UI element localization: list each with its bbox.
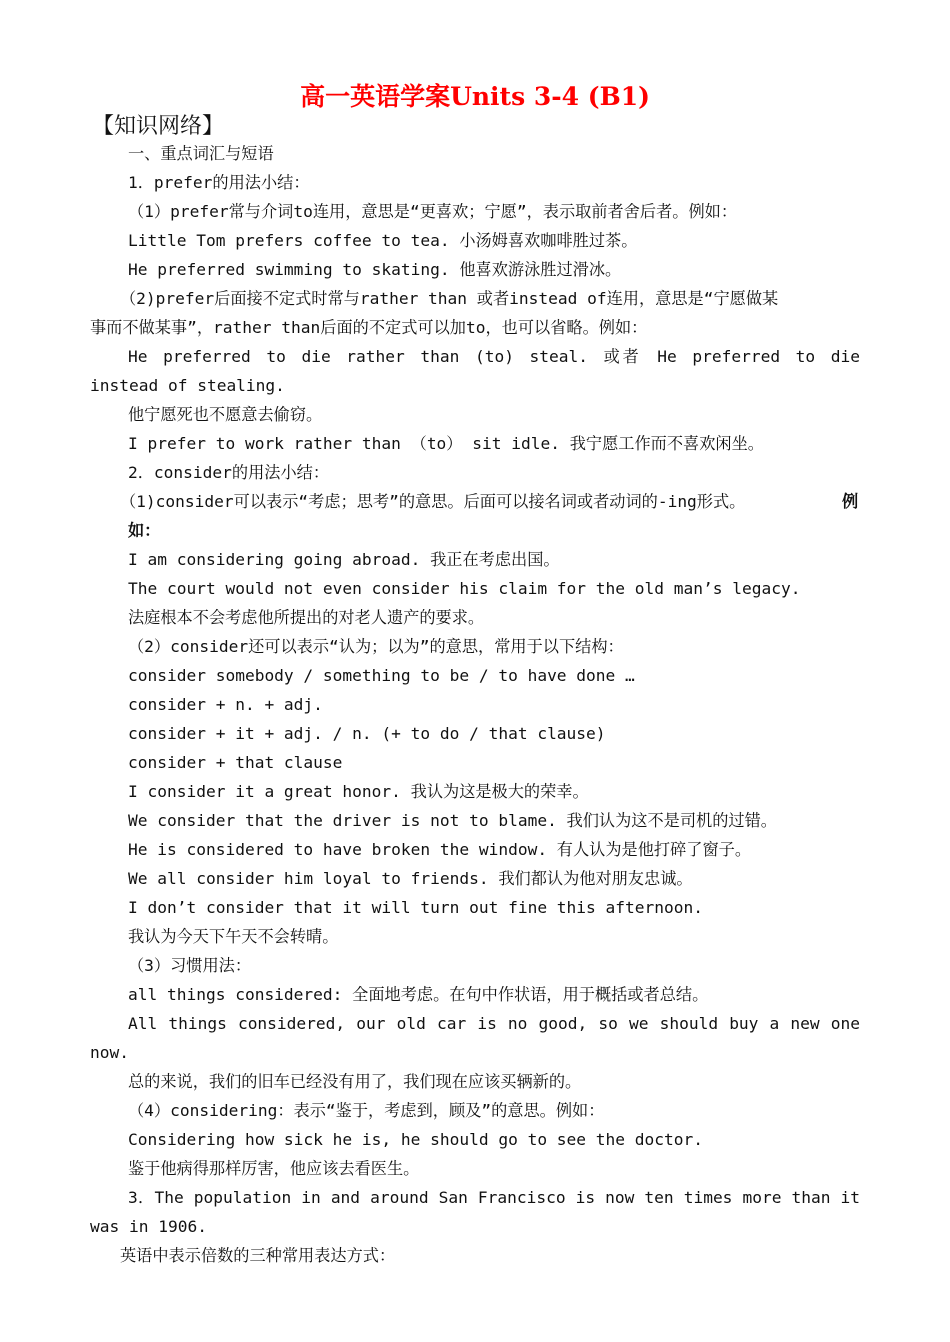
example-line: He preferred to die rather than (to) steal. 或者 He preferred to die: [128, 347, 860, 366]
subheading-vocabulary: 一、重点词汇与短语: [128, 144, 274, 163]
example-line: All things considered, our old car is no good, so we should buy a new one: [128, 1014, 860, 1033]
text-line-bold: 例: [842, 492, 859, 511]
example-line: instead of stealing.: [90, 376, 285, 395]
structure-line: consider somebody / something to be / to have done …: [128, 666, 635, 685]
example-line: I am considering going abroad. 我正在考虑出国。: [128, 550, 560, 569]
item-population-sentence: was in 1906.: [90, 1217, 207, 1236]
translation-line: 他宁愿死也不愿意去偷窃。: [128, 405, 323, 424]
text-line: 事而不做某事”，rather than后面的不定式可以加to，也可以省略。例如：: [90, 318, 648, 337]
translation-line: 我认为今天下午天不会转晴。: [128, 927, 339, 946]
example-line: We consider that the driver is not to blame. 我们认为这不是司机的过错。: [128, 811, 777, 830]
example-line: He is considered to have broken the window. 有人认为是他打碎了窗子。: [128, 840, 752, 859]
item-consider-heading: 2．consider的用法小结：: [128, 463, 330, 482]
example-line: I don’t consider that it will turn out fine this afternoon.: [128, 898, 703, 917]
text-line: all things considered: 全面地考虑。在句中作状语，用于概括或者总结。: [128, 985, 709, 1004]
translation-line: 总的来说，我们的旧车已经没有用了，我们现在应该买辆新的。: [128, 1072, 582, 1091]
example-line: We all consider him loyal to friends. 我们都认为他对朋友忠诚。: [128, 869, 693, 888]
translation-line: 法庭根本不会考虑他所提出的对老人遗产的要求。: [128, 608, 485, 627]
text-line: （1）prefer常与介词to连用，意思是“更喜欢；宁愿”，表示取前者舍后者。例如：: [128, 202, 738, 221]
example-line: now.: [90, 1043, 129, 1062]
item-prefer-heading: 1．prefer的用法小结：: [128, 173, 310, 192]
text-line: 英语中表示倍数的三种常用表达方式：: [120, 1246, 396, 1265]
example-line: He preferred swimming to skating. 他喜欢游泳胜过滑冰。: [128, 260, 622, 279]
text-line: （1)consider可以表示“考虑；思考”的意思。后面可以接名词或者动词的-ing形式。: [120, 492, 746, 511]
section-heading: 【知识网络】: [92, 114, 225, 139]
example-line: I prefer to work rather than （to） sit idle. 我宁愿工作而不喜欢闲坐。: [128, 434, 764, 453]
example-line: I consider it a great honor. 我认为这是极大的荣幸。: [128, 782, 589, 801]
text-line-bold: 如：: [128, 521, 161, 540]
example-line: The court would not even consider his claim for the old man’s legacy.: [128, 579, 801, 598]
structure-line: consider + that clause: [128, 753, 343, 772]
text-line: （3）习惯用法：: [128, 956, 252, 975]
text-line: （2）consider还可以表示“认为；以为”的意思，常用于以下结构：: [128, 637, 624, 656]
structure-line: consider + it + adj. / n. (+ to do / that clause): [128, 724, 606, 743]
example-line: Considering how sick he is, he should go to see the doctor.: [128, 1130, 703, 1149]
item-population-sentence: 3．The population in and around San Francisco is now ten times more than it: [128, 1188, 860, 1207]
translation-line: 鉴于他病得那样厉害，他应该去看医生。: [128, 1159, 420, 1178]
document-title: 高一英语学案Units 3-4 (B1): [300, 82, 650, 111]
example-line: Little Tom prefers coffee to tea. 小汤姆喜欢咖啡胜过茶。: [128, 231, 638, 250]
structure-line: consider + n. + adj.: [128, 695, 323, 714]
text-line: （4）considering：表示“鉴于，考虑到，顾及”的意思。例如：: [128, 1101, 605, 1120]
text-line: （2)prefer后面接不定式时常与rather than 或者instead of连用，意思是“宁愿做某: [120, 289, 779, 308]
